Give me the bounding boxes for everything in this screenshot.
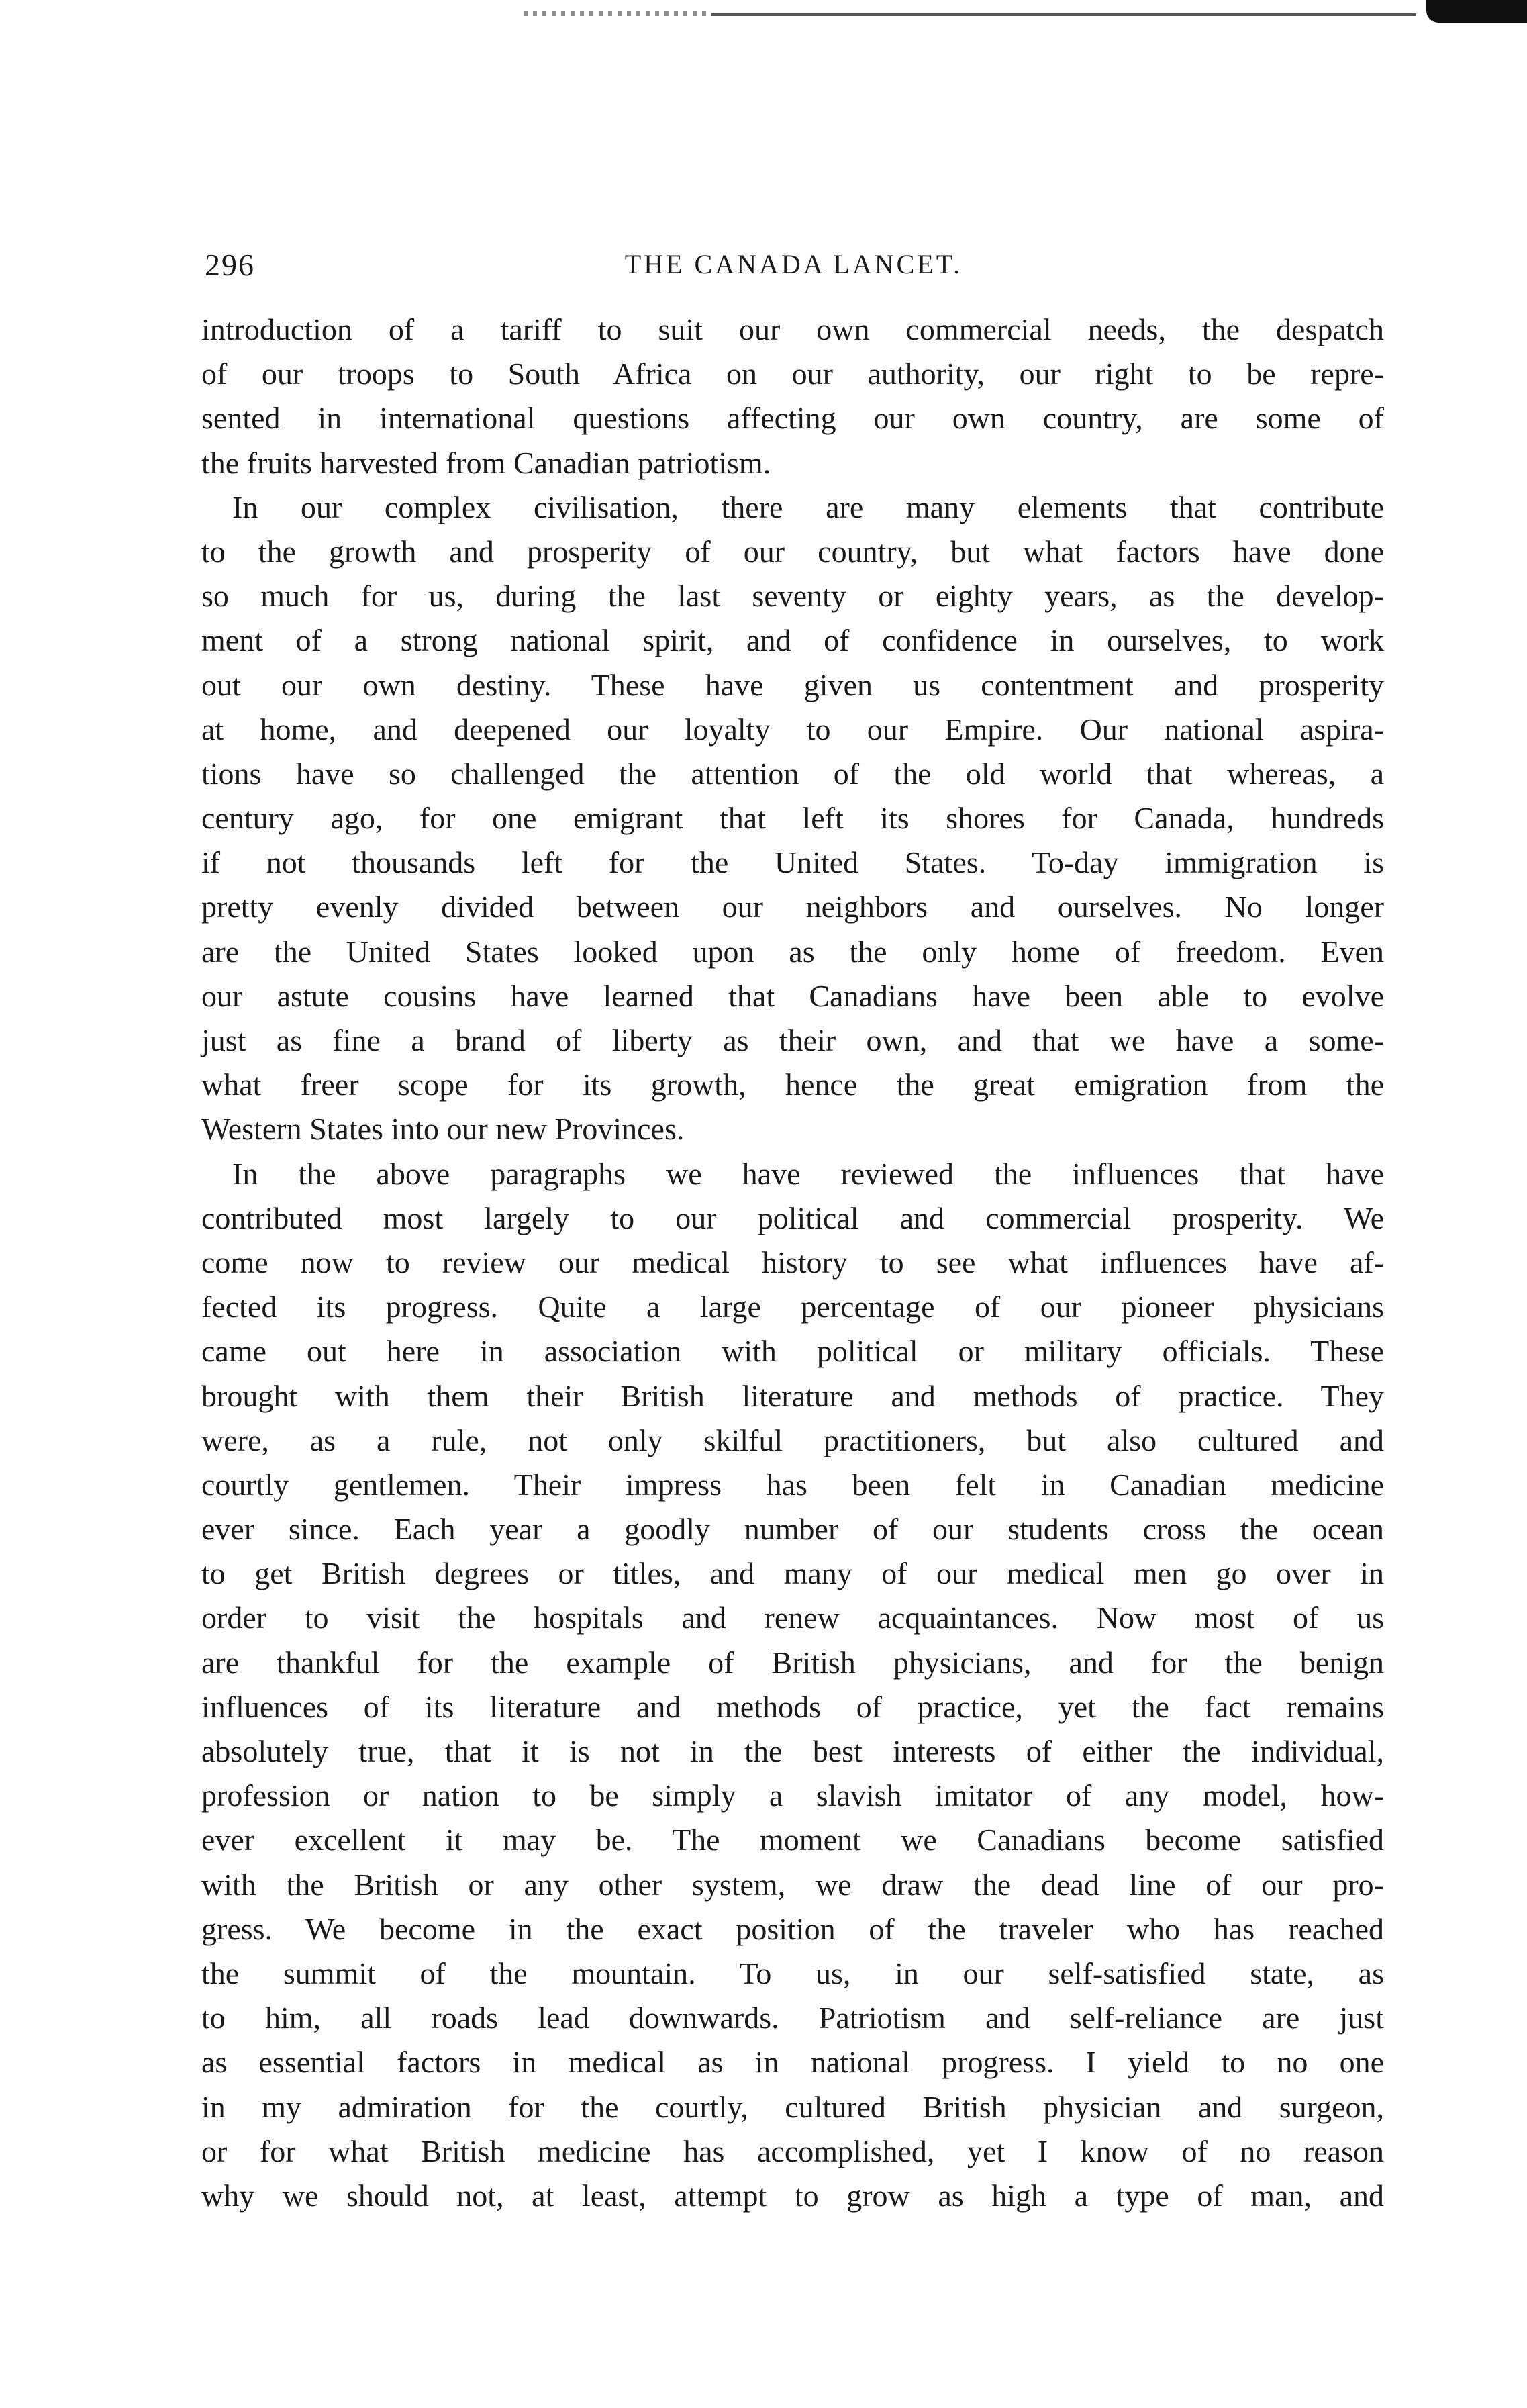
text-line: In the above paragraphs we have reviewed the influences that have: [232, 1156, 1384, 1191]
text-line: pretty evenly divided between our neighbors and ourselves. No longer: [201, 889, 1384, 924]
text-line: are thankful for the example of British physicians, and for the benign: [201, 1645, 1384, 1680]
text-line: tions have so challenged the attention of the old world that whereas, a: [201, 756, 1384, 791]
text-line: order to visit the hospitals and renew acquaintances. Now most of us: [201, 1600, 1384, 1635]
scan-blot: [1426, 0, 1527, 23]
text-line: the fruits harvested from Canadian patriotism.: [201, 445, 771, 480]
text-line: at home, and deepened our loyalty to our Empire. Our national aspira-: [201, 712, 1384, 747]
text-line: ever since. Each year a goodly number of our students cross the ocean: [201, 1512, 1384, 1547]
text-line: why we should not, at least, attempt to grow as high a type of man, and: [201, 2178, 1384, 2213]
text-line: what freer scope for its growth, hence the great emigration from the: [201, 1067, 1384, 1102]
text-line: come now to review our medical history to see what influences have af-: [201, 1245, 1384, 1280]
text-line: ment of a strong national spirit, and of confidence in ourselves, to work: [201, 623, 1384, 658]
text-line: to the growth and prosperity of our country, but what factors have done: [201, 534, 1384, 569]
text-line: just as fine a brand of liberty as their own, and that we have a some-: [201, 1023, 1384, 1057]
text-line: profession or nation to be simply a slavish imitator of any model, how-: [201, 1778, 1384, 1813]
paragraph: [201, 1152, 1384, 2219]
text-line: ever excellent it may be. The moment we Canadians become satisfied: [201, 1823, 1384, 1858]
page-header: [205, 247, 1383, 301]
text-line: as essential factors in medical as in national progress. I yield to no one: [201, 2045, 1384, 2080]
text-line: out our own destiny. These have given us contentment and prosperity: [201, 667, 1384, 702]
text-line: of our troops to South Africa on our authority, our right to be repre-: [201, 356, 1384, 391]
scan-edge-artifact: [510, 0, 1527, 27]
text-line: influences of its literature and methods of practice, yet the fact remains: [201, 1689, 1384, 1724]
text-line: with the British or any other system, we draw the dead line of our pro-: [201, 1867, 1384, 1902]
text-line: courtly gentlemen. Their impress has been felt in Canadian medicine: [201, 1467, 1384, 1502]
scan-noise: [524, 11, 711, 16]
text-line: the summit of the mountain. To us, in our self-satisfied state, as: [201, 1956, 1384, 1990]
text-line: came out here in association with political or military officials. These: [201, 1334, 1384, 1369]
text-line: gress. We become in the exact position of the traveler who has reached: [201, 1911, 1384, 1946]
text-line: contributed most largely to our political and commercial prosperity. We: [201, 1200, 1384, 1235]
text-line: century ago, for one emigrant that left its shores for Canada, hundreds: [201, 801, 1384, 836]
running-title: THE CANADA LANCET.: [624, 249, 963, 279]
paragraph: [201, 307, 1384, 485]
text-line: if not thousands left for the United States. To-day immigration is: [201, 845, 1384, 880]
body-text: [201, 307, 1384, 2218]
text-line: are the United States looked upon as the only home of freedom. Even: [201, 934, 1384, 969]
text-line: Western States into our new Provinces.: [201, 1112, 685, 1147]
text-line: fected its progress. Quite a large percentage of our pioneer physicians: [201, 1290, 1384, 1325]
page-number: 296: [205, 248, 255, 282]
text-line: to get British degrees or titles, and many of our medical men go over in: [201, 1556, 1384, 1591]
text-line: to him, all roads lead downwards. Patriotism and self-reliance are just: [201, 2001, 1384, 2035]
text-line: absolutely true, that it is not in the best interests of either the individual,: [201, 1734, 1384, 1768]
text-line: in my admiration for the courtly, cultured British physician and surgeon,: [201, 2089, 1384, 2124]
text-line: brought with them their British literature and methods of practice. They: [201, 1378, 1384, 1413]
text-line: our astute cousins have learned that Canadians have been able to evolve: [201, 978, 1384, 1013]
text-line: introduction of a tariff to suit our own commercial needs, the despatch: [201, 312, 1384, 346]
paragraph: [201, 485, 1384, 1152]
text-line: so much for us, during the last seventy or eighty years, as the develop-: [201, 579, 1384, 614]
text-line: were, as a rule, not only skilful practitioners, but also cultured and: [201, 1423, 1384, 1457]
text-line: or for what British medicine has accomplished, yet I know of no reason: [201, 2133, 1384, 2168]
scan-rule: [711, 13, 1416, 16]
text-line: sented in international questions affecting our own country, are some of: [201, 401, 1384, 436]
text-line: In our complex civilisation, there are many elements that contribute: [232, 489, 1384, 524]
